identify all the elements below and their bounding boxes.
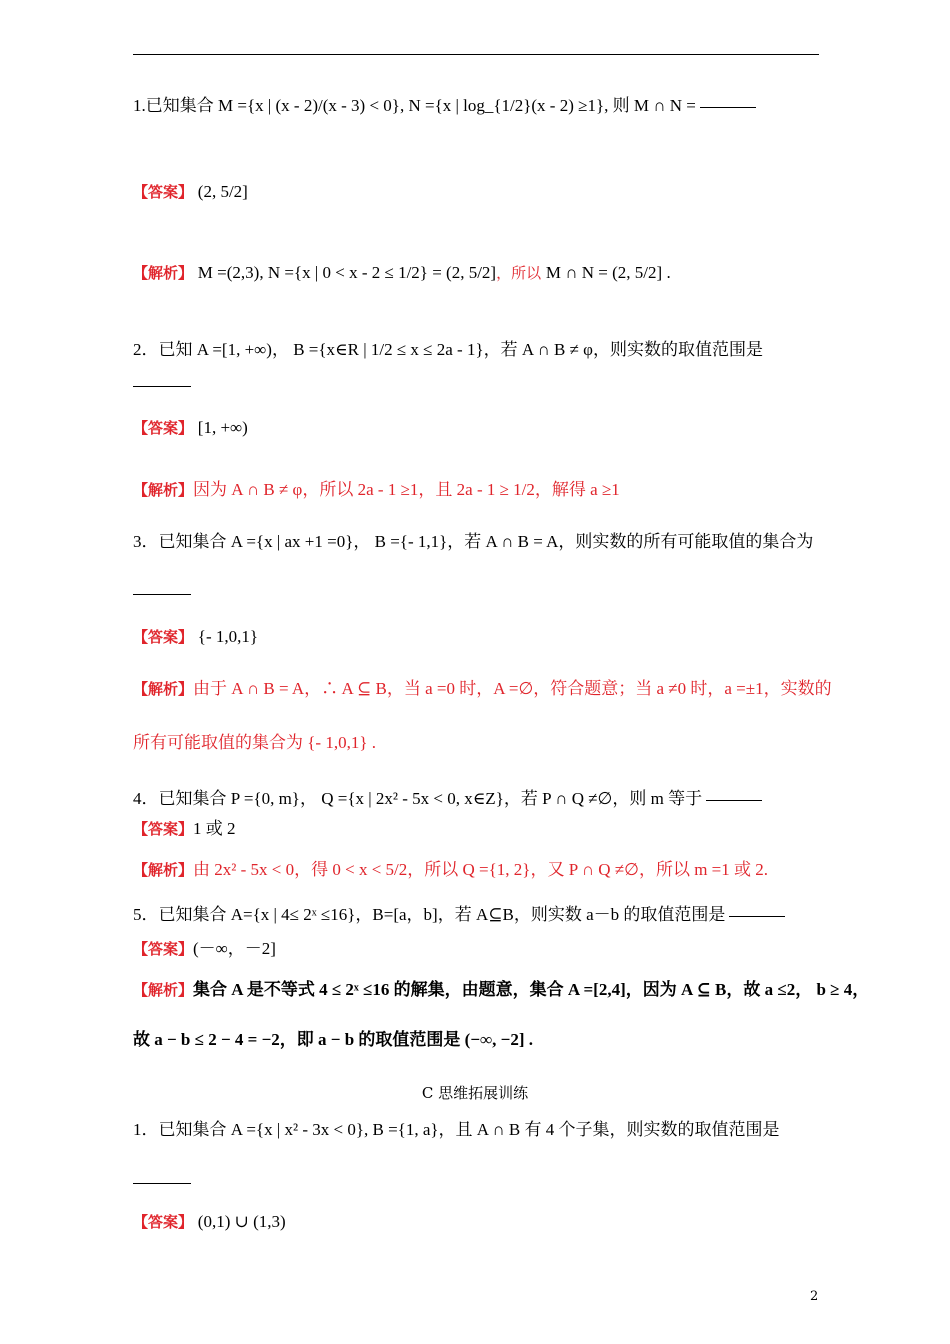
answer-5: 【答案】(－∞，－2] bbox=[133, 939, 276, 958]
section-heading: C 思维拓展训练 bbox=[421, 1084, 529, 1102]
solution-1: 【解析】 M =(2,3), N ={x | 0 < x - 2 ≤ 1/2} = (2, 5/2]，所以 M ∩ N = (2, 5/2] . bbox=[133, 263, 671, 282]
answer-blank bbox=[133, 386, 191, 387]
answer-2: 【答案】 [1, +∞) bbox=[133, 418, 248, 437]
answer-blank bbox=[133, 1183, 191, 1184]
question-3: 3．已知集合 A ={x | ax +1 =0}， B ={- 1,1}，若 A ∩ B = A，则实数的所有可能取值的集合为 bbox=[133, 532, 814, 551]
solution-5-line-1: 【解析】集合 A 是不等式 4 ≤ 2ˣ ≤16 的解集，由题意，集合 A =[2,4]，因为 A ⊆ B，故 a ≤2， b ≥ 4， bbox=[133, 980, 870, 999]
answer-blank bbox=[133, 594, 191, 595]
answer-1: 【答案】 (2, 5/2] bbox=[133, 182, 248, 201]
question-c1: 1．已知集合 A ={x | x² - 3x < 0}, B ={1, a}，且 A ∩ B 有 4 个子集，则实数的取值范围是 bbox=[133, 1120, 780, 1139]
answer-c1: 【答案】 (0,1) ∪ (1,3) bbox=[133, 1212, 286, 1231]
answer-4: 【答案】1 或 2 bbox=[133, 819, 236, 838]
solution-2: 【解析】因为 A ∩ B ≠ φ，所以 2a - 1 ≥1，且 2a - 1 ≥ 1/2，解得 a ≥1 bbox=[133, 480, 620, 499]
solution-5-line-2: 故 a − b ≤ 2 − 4 = −2，即 a − b 的取值范围是 (−∞, −2] . bbox=[133, 1030, 533, 1049]
question-4: 4．已知集合 P ={0, m}， Q ={x | 2x² - 5x < 0, x∈Z}，若 P ∩ Q ≠∅，则 m 等于 bbox=[133, 789, 762, 809]
answer-blank bbox=[706, 800, 762, 801]
page-number: 2 bbox=[810, 1289, 819, 1304]
solution-4: 【解析】由 2x² - 5x < 0，得 0 < x < 5/2，所以 Q ={1, 2}，又 P ∩ Q ≠∅，所以 m =1 或 2. bbox=[133, 860, 769, 879]
question-5: 5．已知集合 A={x | 4≤ 2ˣ ≤16}，B=[a，b]，若 A⊆B，则实数 a－b 的取值范围是 bbox=[133, 905, 785, 925]
question-2: 2．已知 A =[1, +∞)， B ={x∈R | 1/2 ≤ x ≤ 2a - 1}，若 A ∩ B ≠ φ，则实数的取值范围是 bbox=[133, 340, 763, 359]
header-rule bbox=[133, 54, 819, 55]
answer-3: 【答案】 {- 1,0,1} bbox=[133, 627, 259, 646]
answer-blank bbox=[700, 107, 756, 108]
solution-3-line-2: 所有可能取值的集合为 {- 1,0,1} . bbox=[133, 733, 376, 752]
question-1: 1.已知集合 M ={x | (x - 2)/(x - 3) < 0}, N ={x | log_{1/2}(x - 2) ≥1}, 则 M ∩ N = bbox=[133, 96, 756, 116]
answer-blank bbox=[729, 916, 785, 917]
solution-3-line-1: 【解析】由于 A ∩ B = A，∴ A ⊆ B，当 a =0 时，A =∅，符合题意；当 a ≠0 时，a =±1，实数的 bbox=[133, 679, 832, 698]
